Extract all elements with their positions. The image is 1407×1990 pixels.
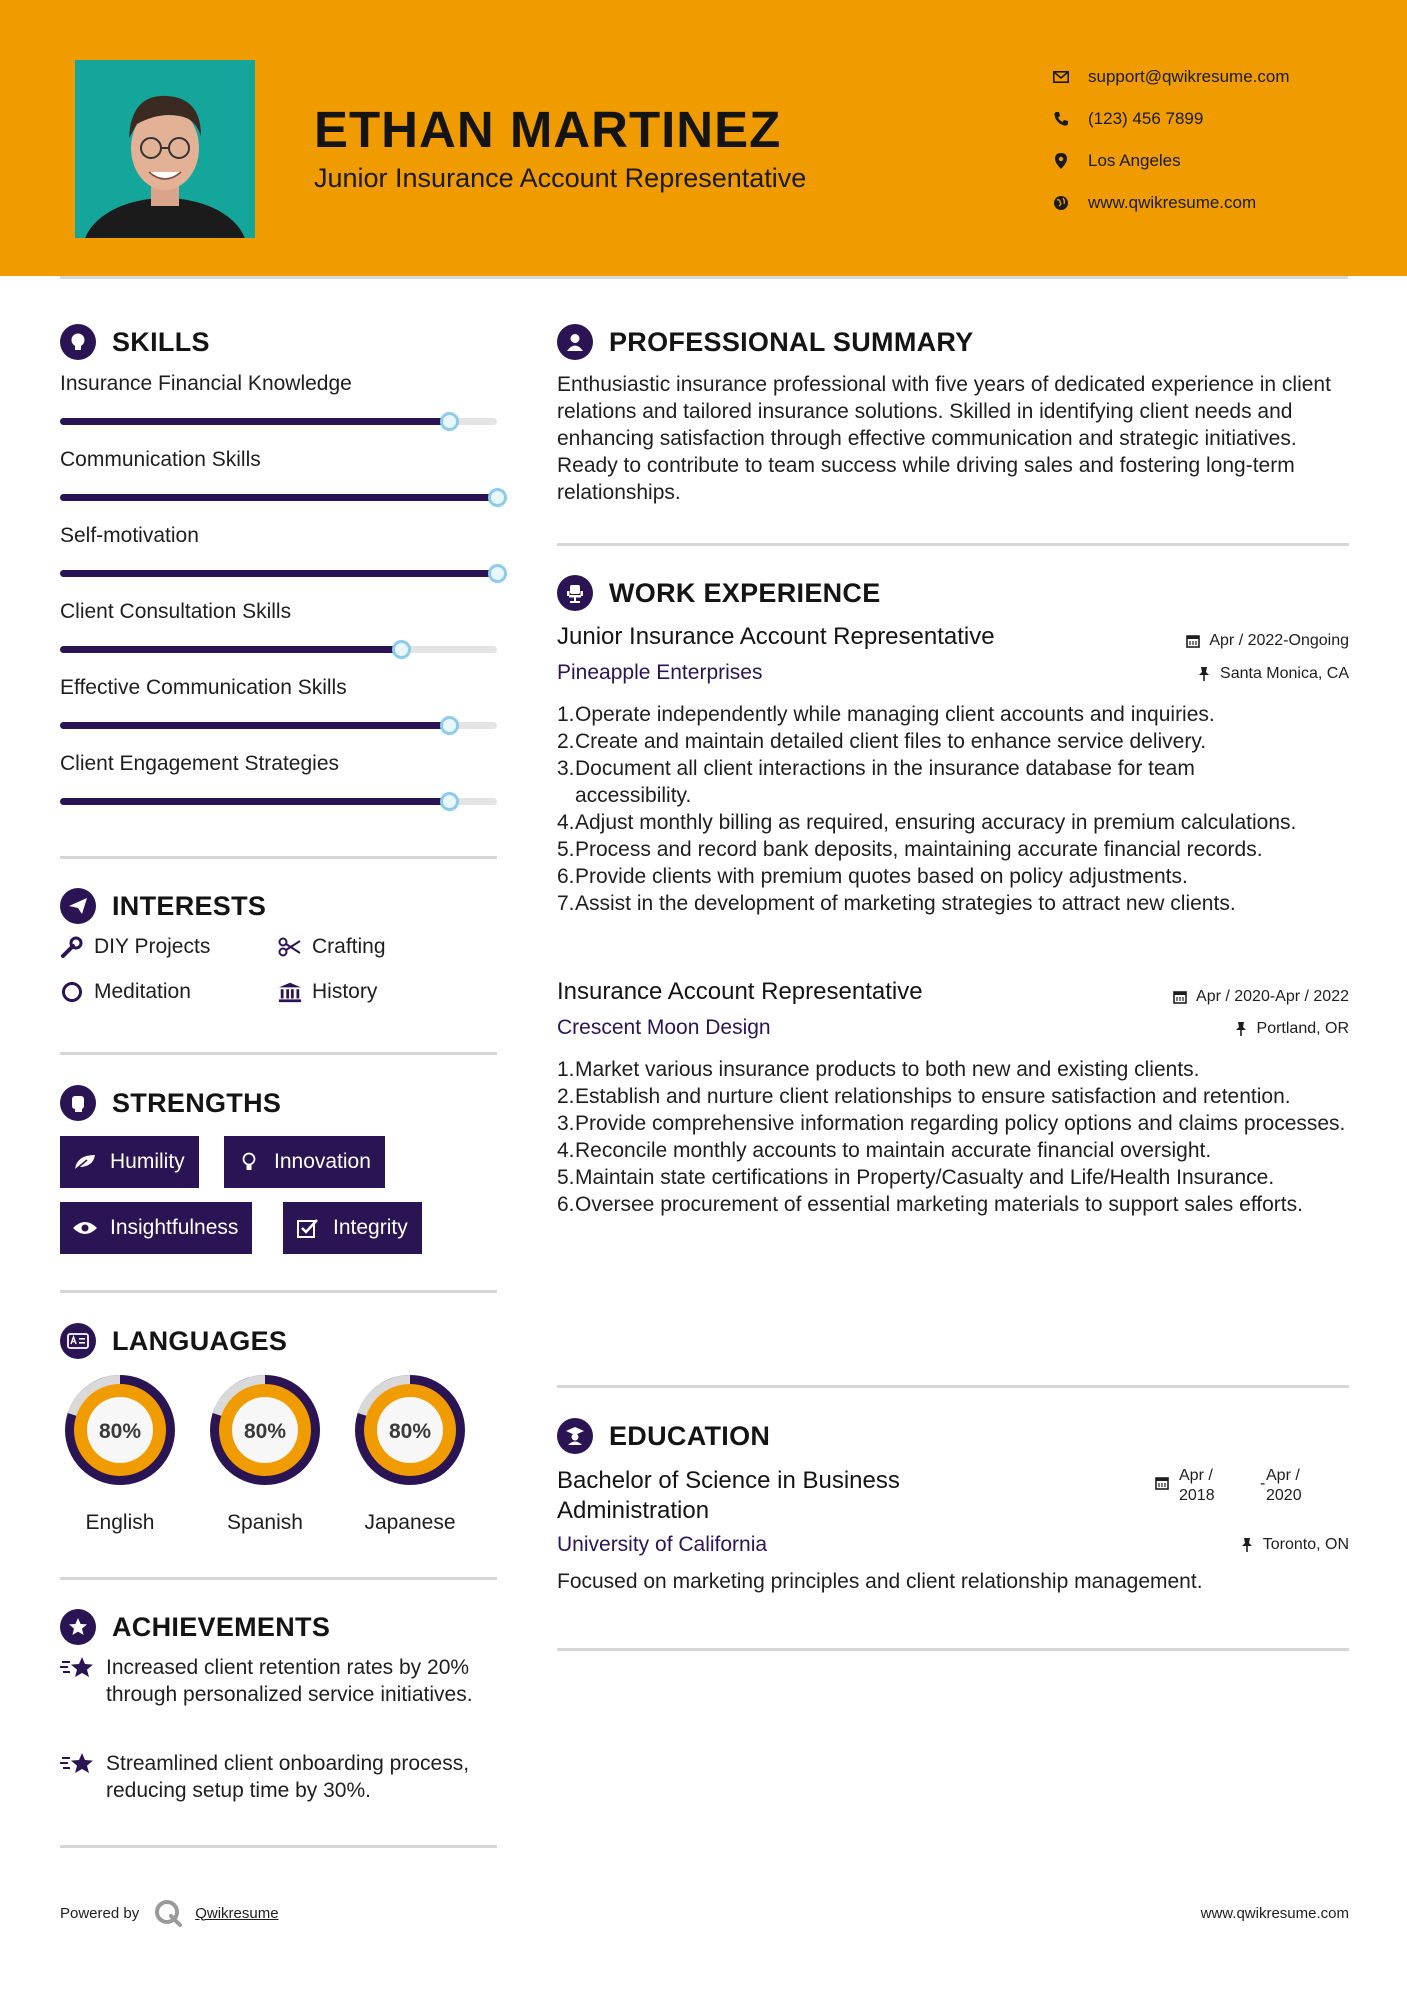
job-bullet: 3. Document all client interactions in the insurance database for team accessibility. [557,757,1195,807]
interest-label: DIY Projects [94,935,211,958]
job-bullet-list [557,701,1357,917]
job-dates-text: Apr / 2022-Ongoing [1209,632,1349,649]
skill-name: Client Consultation Skills [60,600,292,623]
job-dates [1185,632,1349,650]
contact-phone[interactable] [1050,98,1290,140]
qwikresume-link[interactable]: Qwikresume [195,1904,279,1922]
summary-heading [557,324,974,360]
summary-title: PROFESSIONAL SUMMARY [609,326,974,357]
school-name: University of California [557,1533,768,1556]
contact-email[interactable] [1050,56,1290,98]
globe-icon [1050,192,1072,214]
date-separator: - [1260,1475,1266,1492]
skill-knob [392,640,411,659]
skill-knob [440,412,459,431]
skill-bar [60,798,497,805]
skill-knob [488,488,507,507]
skill-item [60,676,497,729]
strength-chip [60,1202,252,1254]
education-description: Focused on marketing principles and client relationship management. [557,1570,1203,1593]
skill-name: Self-motivation [60,524,199,547]
achievement-text: Streamlined client onboarding process, reducing setup time by 30%. [106,1752,470,1802]
skills-heading [60,324,210,360]
qwikresume-logo-icon [153,1898,185,1928]
achievement-item [60,1654,500,1708]
interest-item [278,980,377,1004]
job-bullet: 5. Maintain state certifications in Property/Casualty and Life/Health Insurance. [557,1166,1275,1189]
lightbulb-icon [60,324,96,360]
skill-name: Communication Skills [60,448,261,471]
degree-title: Bachelor of Science in Business Administration [557,1467,900,1524]
skill-item [60,448,497,501]
strength-label: Humility [110,1150,185,1173]
achievements-title: ACHIEVEMENTS [112,1611,331,1642]
footer-url[interactable]: www.qwikresume.com [1200,1905,1349,1922]
section-divider [60,856,497,859]
skill-name: Effective Communication Skills [60,676,347,699]
interest-item [278,935,386,959]
strength-chip [283,1202,422,1254]
location-pin-icon [1050,150,1072,172]
skill-bar [60,646,497,653]
candidate-name: ETHAN MARTINEZ [314,101,782,158]
section-divider [60,1845,497,1848]
phone-icon [1050,108,1072,130]
calendar-icon [1172,989,1188,1005]
interest-item [60,980,191,1004]
job-dates-text: Apr / 2020-Apr / 2022 [1196,988,1349,1005]
skill-name: Insurance Financial Knowledge [60,372,352,395]
star-badge-icon [60,1609,96,1645]
job-dates [1172,988,1349,1006]
education-location [1239,1536,1349,1554]
powered-by-text: Powered by [60,1904,140,1922]
education-location-text: Toronto, ON [1262,1536,1349,1553]
calendar-icon [1155,1476,1169,1496]
language-item [58,1368,182,1535]
job-title: Insurance Account Representative [557,978,923,1005]
achievement-text: Increased client retention rates by 20% through personalized service initiatives. [106,1656,473,1706]
job-bullet: 3. Provide comprehensive information regarding policy options and claims processes. [557,1112,1346,1135]
language-item [348,1368,472,1535]
star-icon [60,1654,96,1684]
contact-website-text: www.qwikresume.com [1088,193,1257,212]
section-divider [557,1385,1349,1388]
job-bullet: 6. Oversee procurement of essential marketing materials to support sales efforts. [557,1193,1303,1216]
strength-label: Innovation [274,1150,371,1173]
pushpin-icon [1233,1021,1249,1037]
fist-icon [60,1085,96,1121]
interest-item [60,935,210,959]
job-location-text: Santa Monica, CA [1220,665,1349,682]
job-bullet: 1. Operate independently while managing client accounts and inquiries. [557,703,1215,726]
checkbox-icon [295,1217,321,1239]
job-bullet-list [557,1056,1357,1218]
job-bullet: 6. Provide clients with premium quotes based on policy adjustments. [557,865,1188,888]
language-progress-ring [203,1368,327,1492]
language-name: English [85,1511,155,1534]
skill-item [60,600,497,653]
job-location-text: Portland, OR [1256,1020,1349,1037]
interest-label: Crafting [312,935,386,958]
interests-heading [60,888,266,924]
language-card-icon [60,1323,96,1359]
contact-phone-text: (123) 456 7899 [1088,109,1204,128]
achievement-item [60,1750,500,1804]
profile-photo [75,60,255,238]
education-end-date: Apr / 2020 [1266,1467,1302,1504]
job-bullet: 1. Market various insurance products to both new and existing clients. [557,1058,1200,1081]
job-company: Pineapple Enterprises [557,661,763,684]
envelope-icon [1050,66,1072,88]
pushpin-icon [1196,666,1212,682]
section-divider [60,1290,497,1293]
header-divider [60,276,1348,279]
education-heading [557,1418,770,1454]
language-percent: 80% [98,1420,142,1443]
contact-location [1050,140,1290,182]
strengths-title: STRENGTHS [112,1087,282,1118]
job-title: Junior Insurance Account Representative [557,623,995,650]
language-name: Spanish [227,1511,303,1534]
skill-knob [440,792,459,811]
contact-website[interactable] [1050,182,1290,224]
pushpin-icon [1239,1537,1255,1553]
strength-label: Insightfulness [110,1216,239,1239]
skill-bar [60,722,497,729]
job-bullet: 4. Reconcile monthly accounts to maintain accurate financial oversight. [557,1139,1212,1162]
summary-text: Enthusiastic insurance professional with five years of dedicated experience in client relations and tailored insurance solutions. Skilled in identifying client needs and enhancing satisfaction through effective communication and strategic initiatives. Ready to contribute to team success while driving sales and fostering long-term relationships. [557,373,1331,504]
job-bullet: 4. Adjust monthly billing as required, ensuring accuracy in premium calculations. [557,811,1297,834]
job-bullet: 7. Assist in the development of marketing strategies to attract new clients. [557,892,1236,915]
achievements-heading [60,1609,330,1645]
job-bullet: 2. Establish and nurture client relationships to ensure satisfaction and retention. [557,1085,1291,1108]
interest-label: Meditation [94,980,191,1003]
user-icon [557,324,593,360]
skill-item [60,372,497,425]
job-company: Crescent Moon Design [557,1016,771,1039]
skill-name: Client Engagement Strategies [60,752,339,775]
section-divider [557,543,1349,546]
skill-item [60,752,497,805]
interest-label: History [312,980,378,1003]
skill-bar [60,570,497,577]
language-name: Japanese [364,1511,456,1534]
language-item [203,1368,327,1535]
calendar-icon [1185,633,1201,649]
scissors-icon [278,935,302,959]
contact-list [1050,56,1290,224]
skill-bar [60,494,497,501]
job-location [1233,1020,1349,1038]
strength-label: Integrity [333,1216,408,1239]
paper-plane-icon [60,888,96,924]
job-bullet: 5. Process and record bank deposits, maintaining accurate financial records. [557,838,1263,861]
leaf-icon [72,1151,98,1173]
strength-chip [224,1136,385,1188]
contact-email-text: support@qwikresume.com [1088,67,1290,86]
skills-title: SKILLS [112,326,210,357]
graduate-icon [557,1418,593,1454]
section-divider [60,1577,497,1580]
experience-heading [557,575,881,611]
contact-location-text: Los Angeles [1088,151,1181,170]
education-start-date: Apr / 2018 [1179,1467,1215,1504]
lightbulb-icon [236,1151,262,1173]
experience-title: WORK EXPERIENCE [609,577,881,608]
eye-icon [72,1217,98,1239]
footer-powered-by [60,1898,279,1928]
wrench-icon [60,935,84,959]
skill-item [60,524,497,577]
language-progress-ring [348,1368,472,1492]
section-divider [557,1648,1349,1651]
office-chair-icon [557,575,593,611]
language-progress-ring [58,1368,182,1492]
language-percent: 80% [388,1420,432,1443]
museum-icon [278,980,302,1004]
skill-knob [488,564,507,583]
star-icon [60,1750,96,1780]
strength-chip [60,1136,199,1188]
language-percent: 80% [243,1420,287,1443]
section-divider [60,1052,497,1055]
strengths-heading [60,1085,281,1121]
skill-knob [440,716,459,735]
interests-title: INTERESTS [112,890,267,921]
languages-heading [60,1323,287,1359]
header-banner [0,0,1407,276]
languages-title: LANGUAGES [112,1325,288,1356]
circle-icon [60,980,84,1004]
education-title: EDUCATION [609,1420,771,1451]
job-bullet: 2. Create and maintain detailed client files to enhance service delivery. [557,730,1207,753]
job-location [1196,665,1349,683]
candidate-role: Junior Insurance Account Representative [314,163,807,193]
skill-bar [60,418,497,425]
